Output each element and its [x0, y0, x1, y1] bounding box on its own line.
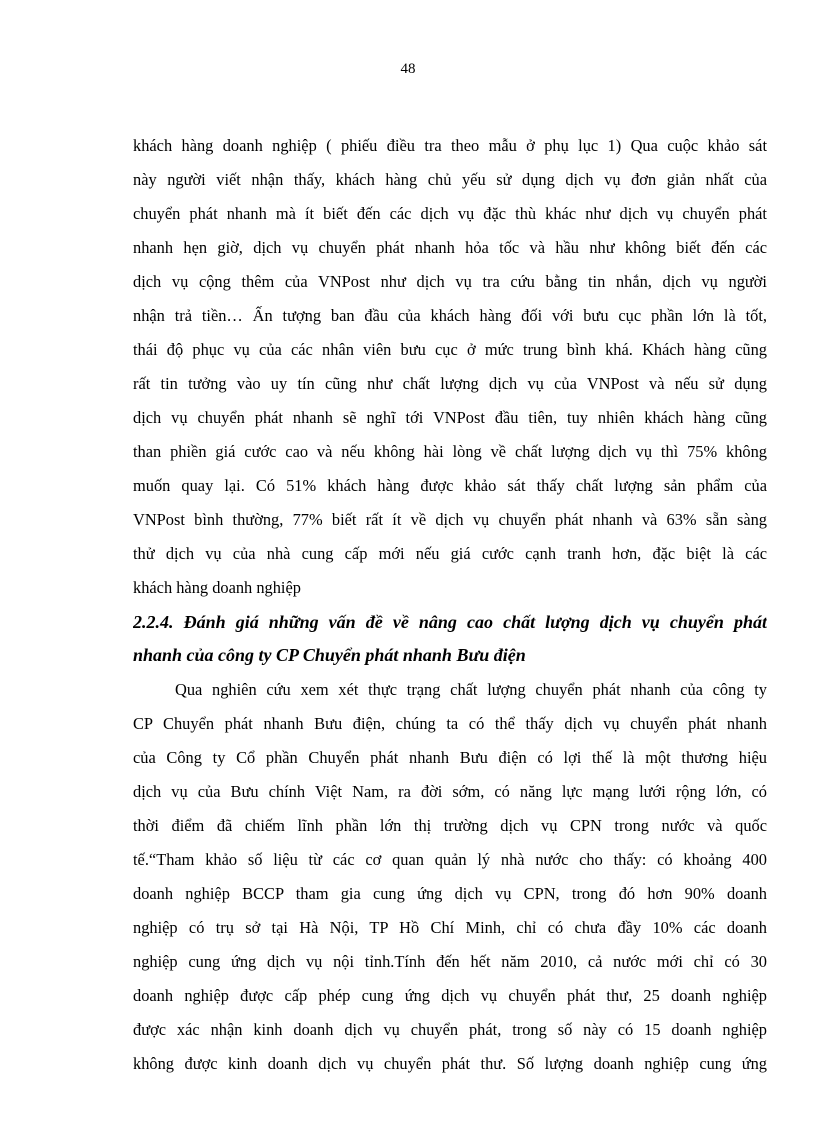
text-line: được xác nhận kinh doanh dịch vụ chuyển phát, trong số này có 15 doanh nghiệp — [133, 1020, 767, 1039]
text-line: muốn quay lại. Có 51% khách hàng được khảo sát thấy chất lượng sản phẩm của — [133, 476, 767, 495]
paragraph-assessment — [133, 673, 767, 1081]
text-line: chuyển phát nhanh mà ít biết đến các dịch vụ đặc thù khác như dịch vụ chuyển phát — [133, 204, 767, 223]
text-line: thử dịch vụ của nhà cung cấp mới nếu giá cước cạnh tranh hơn, đặc biệt là các — [133, 544, 767, 563]
text-line: dịch vụ cộng thêm của VNPost như dịch vụ tra cứu bằng tin nhắn, dịch vụ người — [133, 272, 767, 291]
text-line: doanh nghiệp BCCP tham gia cung ứng dịch vụ CPN, trong đó hơn 90% doanh — [133, 884, 767, 903]
text-line: than phiền giá cước cao và nếu không hài lòng về chất lượng dịch vụ thì 75% không — [133, 442, 767, 461]
text-line: doanh nghiệp được cấp phép cung ứng dịch vụ chuyển phát thư, 25 doanh nghiệp — [133, 986, 767, 1005]
text-line: dịch vụ chuyển phát nhanh sẽ nghĩ tới VNPost đầu tiên, tuy nhiên khách hàng cũng — [133, 408, 767, 427]
text-line: không được kinh doanh dịch vụ chuyển phát thư. Số lượng doanh nghiệp cung ứng — [133, 1054, 767, 1073]
page-number: 48 — [400, 61, 416, 77]
text-line: Qua nghiên cứu xem xét thực trạng chất lượng chuyển phát nhanh của công ty — [175, 680, 767, 699]
text-line: tế.“Tham khảo số liệu từ các cơ quan quản lý nhà nước cho thấy: có khoảng 400 — [133, 850, 767, 869]
text-line: của Công ty Cổ phần Chuyển phát nhanh Bưu điện có lợi thế là một thương hiệu — [133, 748, 767, 767]
text-line: CP Chuyển phát nhanh Bưu điện, chúng ta có thể thấy dịch vụ chuyển phát nhanh — [133, 714, 767, 733]
text-line: thái độ phục vụ của các nhân viên bưu cục ở mức trung bình khá. Khách hàng cũng — [133, 340, 767, 359]
text-line: nghiệp có trụ sở tại Hà Nội, TP Hồ Chí Minh, chỉ có chưa đầy 10% các doanh — [133, 918, 767, 937]
section-heading — [133, 606, 767, 672]
text-line: khách hàng doanh nghiệp ( phiếu điều tra theo mẫu ở phụ lục 1) Qua cuộc khảo sát — [133, 136, 767, 155]
text-line: khách hàng doanh nghiệp — [133, 578, 301, 597]
heading-line: nhanh của công ty CP Chuyển phát nhanh Bưu điện — [133, 645, 526, 665]
text-line: nhận trả tiền… Ấn tượng ban đầu của khách hàng đối với bưu cục phần lớn là tốt, — [133, 306, 767, 325]
text-line: thời điểm đã chiếm lĩnh phần lớn thị trường dịch vụ CPN trong nước và quốc — [133, 816, 767, 835]
text-line: này người viết nhận thấy, khách hàng chủ yếu sử dụng dịch vụ đơn giản nhất của — [133, 170, 767, 189]
text-line: nhanh hẹn giờ, dịch vụ chuyển phát nhanh hỏa tốc và hầu như không biết đến các — [133, 238, 767, 257]
text-line: nghiệp cung ứng dịch vụ nội tỉnh.Tính đến hết năm 2010, cả nước mới chỉ có 30 — [133, 952, 767, 971]
heading-line: 2.2.4. Đánh giá những vấn đề về nâng cao chất lượng dịch vụ chuyển phát — [133, 612, 767, 632]
paragraph-customer-survey — [133, 129, 767, 605]
text-line: rất tin tưởng vào uy tín cũng như chất lượng dịch vụ của VNPost và nếu sử dụng — [133, 374, 767, 393]
text-line: VNPost bình thường, 77% biết rất ít về dịch vụ chuyển phát nhanh và 63% sẵn sàng — [133, 510, 767, 529]
text-line: dịch vụ của Bưu chính Việt Nam, ra đời sớm, có năng lực mạng lưới rộng lớn, có — [133, 782, 767, 801]
document-body — [133, 129, 767, 1081]
